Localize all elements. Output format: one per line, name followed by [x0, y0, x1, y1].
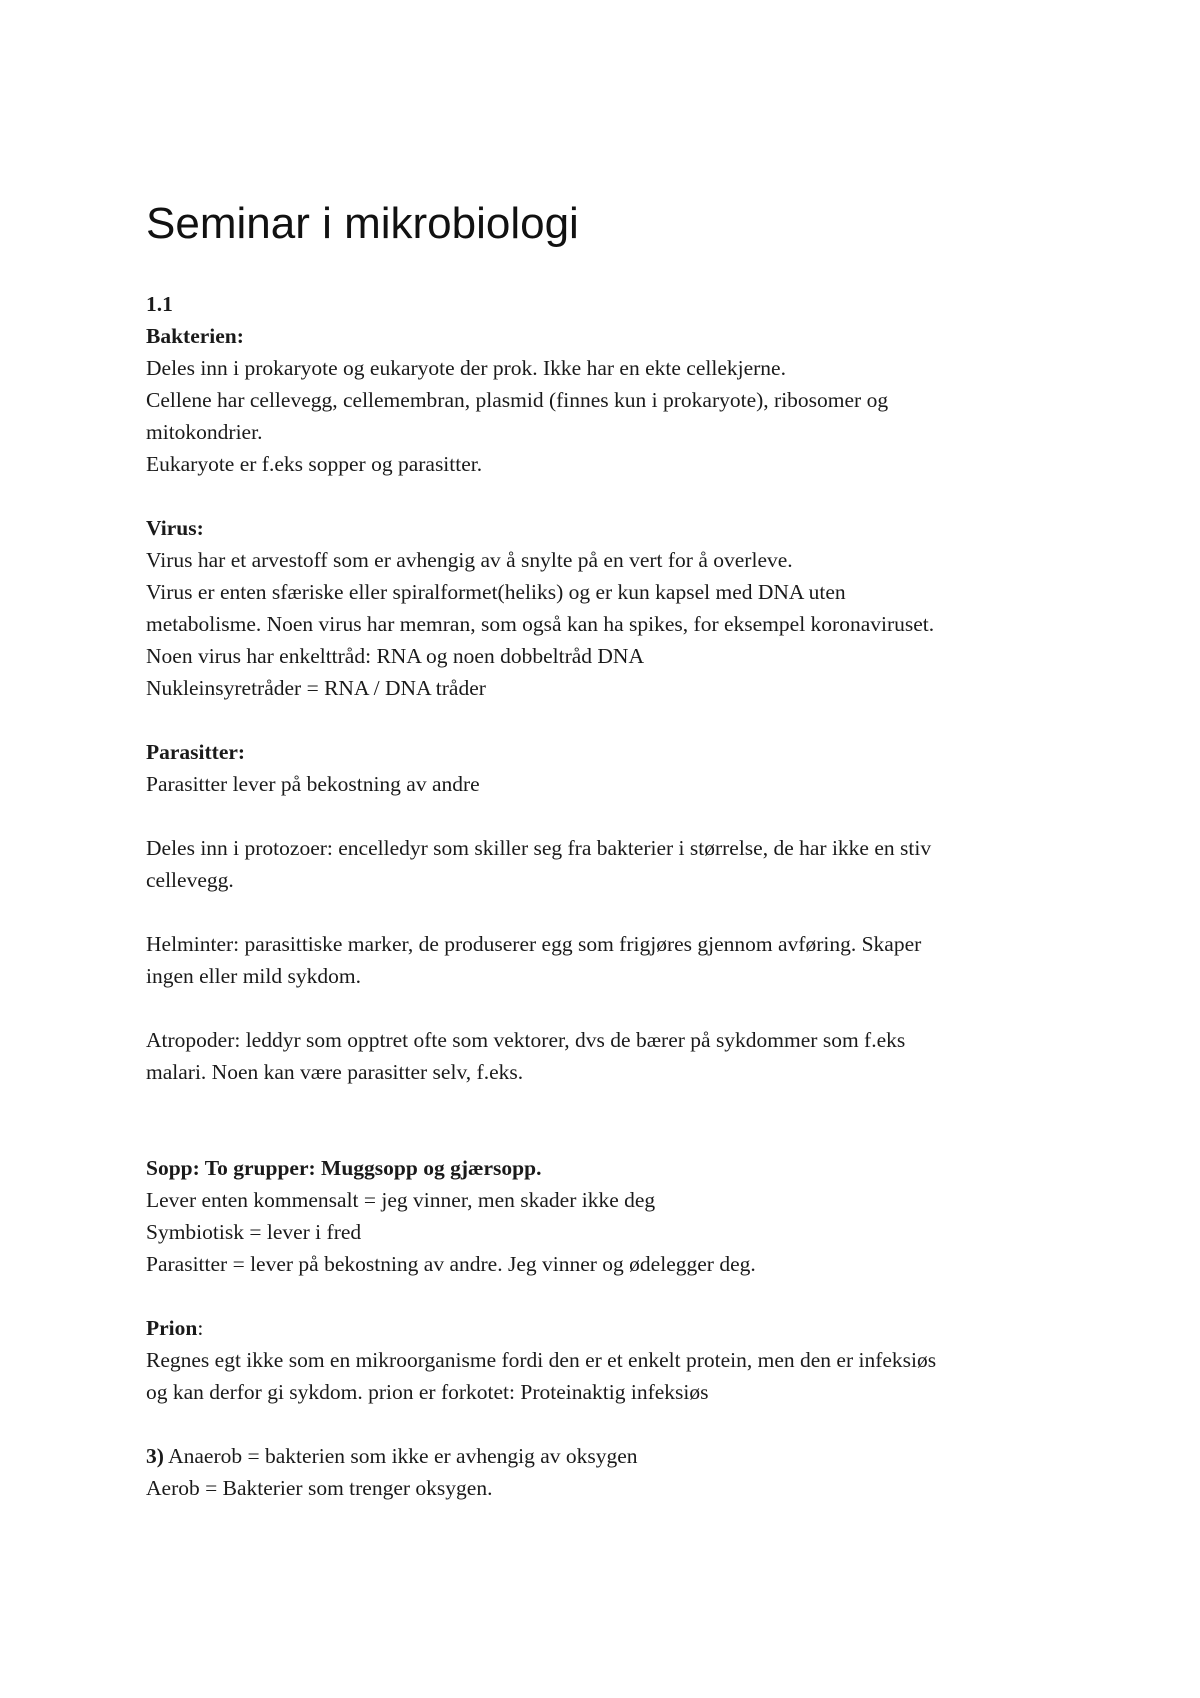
paragraph-gap	[146, 704, 1076, 736]
virus-line: Virus har et arvestoff som er avhengig av å snylte på en vert for å overleve.	[146, 548, 793, 572]
bakterien-heading: Bakterien:	[146, 324, 244, 348]
document-title: Seminar i mikrobiologi	[146, 199, 579, 248]
virus-line: Noen virus har enkelttråd: RNA og noen dobbeltråd DNA	[146, 644, 644, 668]
anaerob-text: Anaerob = bakterien som ikke er avhengig av oksygen	[163, 1444, 638, 1468]
anaerob-line	[146, 1440, 1076, 1472]
virus-line: Nukleinsyretråder = RNA / DNA tråder	[146, 676, 486, 700]
virus-line: metabolisme. Noen virus har memran, som også kan ha spikes, for eksempel koronaviruset.	[146, 612, 935, 636]
paragraph-gap	[146, 896, 1076, 928]
protozoer-line: Deles inn i protozoer: encelledyr som skiller seg fra bakterier i størrelse, de har ikke en stiv	[146, 836, 932, 860]
bakterien-line: Cellene har cellevegg, cellemembran, plasmid (finnes kun i prokaryote), ribosomer og	[146, 388, 889, 412]
section-number: 1.1	[146, 292, 173, 316]
aerob-line: Aerob = Bakterier som trenger oksygen.	[146, 1476, 493, 1500]
parasitter-heading: Parasitter:	[146, 740, 246, 764]
paragraph-gap	[146, 1408, 1076, 1440]
prion-heading-bold: Prion	[146, 1316, 198, 1340]
document-content	[146, 196, 1076, 1504]
sopp-line: Symbiotisk = lever i fred	[146, 1220, 362, 1244]
paragraph-gap	[146, 480, 1076, 512]
virus-heading: Virus:	[146, 516, 204, 540]
virus-line: Virus er enten sfæriske eller spiralformet(heliks) og er kun kapsel med DNA uten	[146, 580, 846, 604]
prion-line: Regnes egt ikke som en mikroorganisme fordi den er et enkelt protein, men den er infeksiøs	[146, 1348, 937, 1372]
paragraph-gap	[146, 992, 1076, 1024]
sopp-heading: Sopp: To grupper: Muggsopp og gjærsopp.	[146, 1156, 542, 1180]
atropoder-line: malari. Noen kan være parasitter selv, f.eks.	[146, 1060, 524, 1084]
bakterien-line: Deles inn i prokaryote og eukaryote der prok. Ikke har en ekte cellekjerne.	[146, 356, 786, 380]
paragraph-gap	[146, 800, 1076, 832]
sopp-line: Parasitter = lever på bekostning av andre. Jeg vinner og ødelegger deg.	[146, 1252, 756, 1276]
helminter-line: Helminter: parasittiske marker, de produserer egg som frigjøres gjennom avføring. Skaper	[146, 932, 922, 956]
sopp-line: Lever enten kommensalt = jeg vinner, men skader ikke deg	[146, 1188, 656, 1212]
paragraph-gap	[146, 1088, 1076, 1152]
prion-line: og kan derfor gi sykdom. prion er forkotet: Proteinaktig infeksiøs	[146, 1380, 709, 1404]
helminter-line: ingen eller mild sykdom.	[146, 964, 361, 988]
prion-heading	[146, 1312, 1076, 1344]
document-body	[146, 288, 1076, 1504]
paragraph-gap	[146, 1280, 1076, 1312]
prion-heading-colon: :	[197, 1316, 204, 1340]
protozoer-line: cellevegg.	[146, 868, 234, 892]
atropoder-line: Atropoder: leddyr som opptret ofte som vektorer, dvs de bærer på sykdommer som f.eks	[146, 1028, 906, 1052]
oxygen-number: 3)	[146, 1444, 164, 1468]
bakterien-line: mitokondrier.	[146, 420, 263, 444]
bakterien-line: Eukaryote er f.eks sopper og parasitter.	[146, 452, 483, 476]
parasitter-intro: Parasitter lever på bekostning av andre	[146, 772, 480, 796]
